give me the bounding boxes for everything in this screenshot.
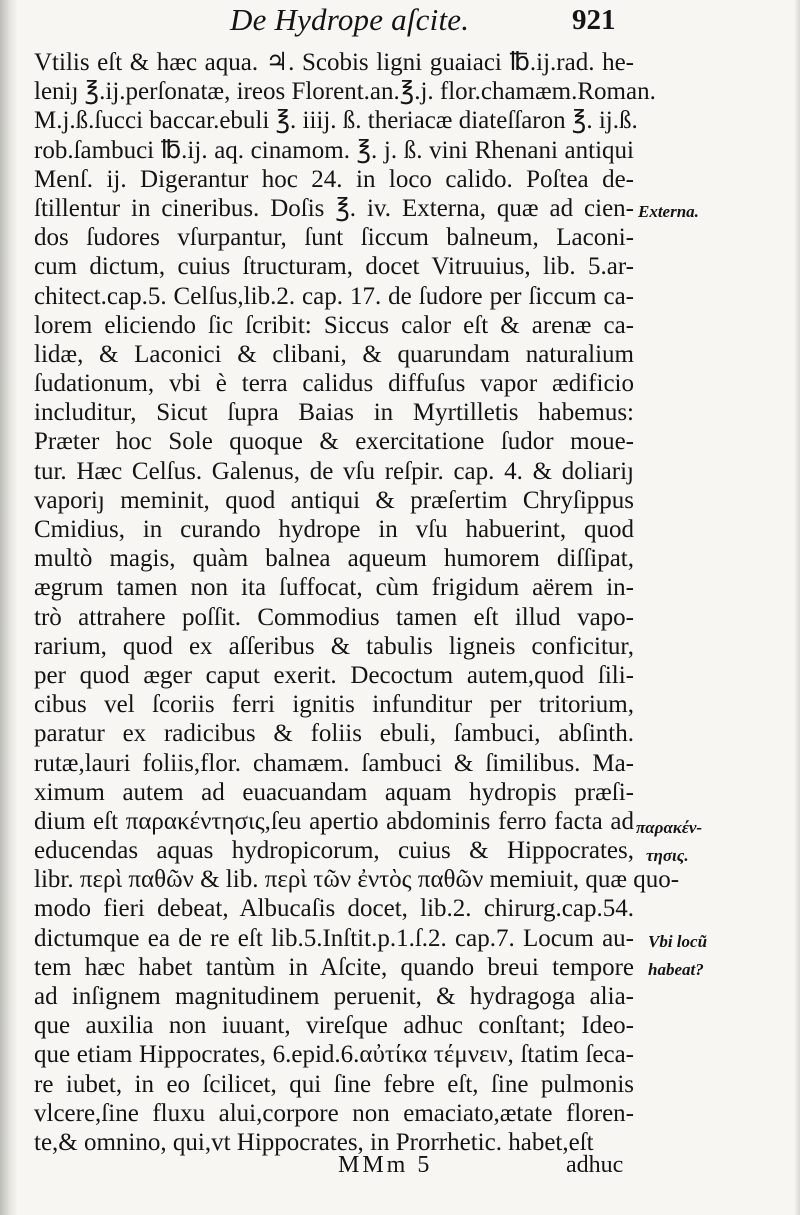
text-line: chitect.cap.5. Celſus,lib.2. cap. 17. de ſudore per ſiccum ca- bbox=[34, 282, 634, 310]
text-line: dium eſt παρακέντησις,ſeu apertio abdominis ferro facta ad bbox=[34, 807, 634, 835]
text-line: leniȷ ℥.ij.perſonatæ, ireos Florent.an.℥.j. flor.chamæm.Roman. bbox=[34, 78, 656, 106]
text-line: libr. περὶ παθῶν & lib. περὶ τῶν ἐντὸς παθῶν memiuit, quæ quo- bbox=[34, 866, 680, 894]
text-line: Præter hoc Sole quoque & exercitatione ſudor moue- bbox=[34, 428, 634, 456]
text-line: que etiam Hippocrates, 6.epid.6.αὐτίκα τέμνειν, ſtatim ſeca- bbox=[34, 1041, 634, 1069]
text-line: vlcere,ſine fluxu alui,corpore non emaciato,ætate floren- bbox=[34, 1099, 634, 1127]
page-edge bbox=[794, 0, 800, 1215]
text-line: educendas aquas hydropicorum, cuius & Hippocrates, bbox=[34, 837, 634, 865]
text-line: ad inſignem magnitudinem peruenit, & hydragoga alia- bbox=[34, 983, 634, 1010]
gutter-shadow bbox=[0, 0, 18, 1215]
margin-note-ubi-locum: Vbi locũ bbox=[648, 932, 708, 951]
text-line: rutæ,lauri foliis,flor. chamæm. ſambuci & ſimilibus. Ma- bbox=[34, 749, 634, 777]
text-line: includitur, Sicut ſupra Baias in Myrtilletis habemus: bbox=[34, 399, 634, 427]
text-line: trò attrahere poſſit. Commodius tamen eſt illud vapo- bbox=[34, 603, 634, 631]
text-line: Cmidius, in curando hydrope in vſu habuerint, quod bbox=[34, 516, 634, 543]
text-line: ximum autem ad euacuandam aquam hydropis præſi- bbox=[34, 778, 634, 806]
margin-note-habeat: habeat? bbox=[648, 960, 704, 979]
text-line: re iubet, in eo ſcilicet, qui ſine febre eſt, ſine pulmonis bbox=[34, 1070, 634, 1098]
running-head bbox=[0, 0, 800, 48]
text-line: rarium, quod ex aſſeribus & tabulis ligneis conficitur, bbox=[34, 632, 634, 660]
text-line: dos ſudores vſurpantur, ſunt ſiccum balneum, Laconi- bbox=[34, 224, 634, 252]
margin-note-paracentesis-1: παρακέν- bbox=[636, 818, 703, 837]
text-line: tur. Hæc Celſus. Galenus, de vſu reſpir. cap. 4. & doliariȷ bbox=[34, 457, 634, 485]
text-line: M.j.ß.ſucci baccar.ebuli ℥. iiij. ß. theriacæ diateſſaron ℥. ij.ß. bbox=[34, 107, 638, 135]
text-line: vaporiȷ meminit, quod antiqui & præſertim Chryſippus bbox=[34, 486, 634, 514]
page-number: 921 bbox=[572, 4, 616, 36]
text-line: lorem eliciendo ſic ſcribit: Siccus calor eſt & arenæ ca- bbox=[34, 311, 634, 339]
text-line: dictumque ea de re eſt lib.5.Inſtit.p.1.ſ.2. cap.7. Locum au- bbox=[34, 924, 634, 952]
text-line: rob.ſambuci ℔.ij. aq. cinamom. ℥. j. ß. vini Rhenani antiqui bbox=[34, 136, 634, 164]
text-line: paratur ex radicibus & foliis ebuli, ſambuci, abſinth. bbox=[34, 720, 634, 748]
text-line: modo fieri debeat, Albucaſis docet, lib.2. chirurg.cap.54. bbox=[34, 895, 634, 923]
text-line: Vtilis eſt & hæc aqua. ♃. Scobis ligni guaiaci ℔.ij.rad. he- bbox=[34, 49, 634, 76]
text-line: te,& omnino, qui,vt Hippocrates, in Prorrhetic. habet,eſt bbox=[34, 1128, 594, 1156]
text-line: tem hæc habet tantùm in Aſcite, quando breui tempore bbox=[34, 953, 634, 981]
text-line: multò magis, quàm balnea aqueum humorem diſſipat, bbox=[34, 545, 634, 573]
text-line: Menſ. ij. Digerantur hoc 24. in loco calido. Poſtea de- bbox=[34, 165, 634, 193]
text-line: lidæ, & Laconici & clibani, & quarundam naturalium bbox=[34, 340, 634, 368]
catchword: adhuc bbox=[566, 1152, 624, 1178]
text-line: que auxilia non iuuant, vireſque adhuc conſtant; Ideo- bbox=[34, 1012, 634, 1040]
running-head-title: De Hydrope aſcite. bbox=[230, 2, 470, 37]
margin-note-externa: Externa. bbox=[638, 202, 699, 221]
text-line: ſtillentur in cineribus. Doſis ℥. iv. Externa, quæ ad cien- bbox=[34, 194, 634, 222]
signature-mark: MMm 5 bbox=[338, 1152, 433, 1178]
text-line: cum dictum, cuius ſtructuram, docet Vitruuius, lib. 5.ar- bbox=[34, 253, 634, 281]
margin-note-paracentesis-2: τησις. bbox=[646, 846, 689, 865]
text-line: ſudationum, vbi è terra calidus diffuſus vapor ædificio bbox=[34, 370, 634, 398]
text-line: per quod æger caput exerit. Decoctum autem,quod ſili- bbox=[34, 661, 634, 689]
text-line: ægrum tamen non ita ſuffocat, cùm frigidum aërem in- bbox=[34, 574, 634, 602]
text-line: cibus vel ſcoriis ferri ignitis infunditur per tritorium, bbox=[34, 691, 634, 719]
